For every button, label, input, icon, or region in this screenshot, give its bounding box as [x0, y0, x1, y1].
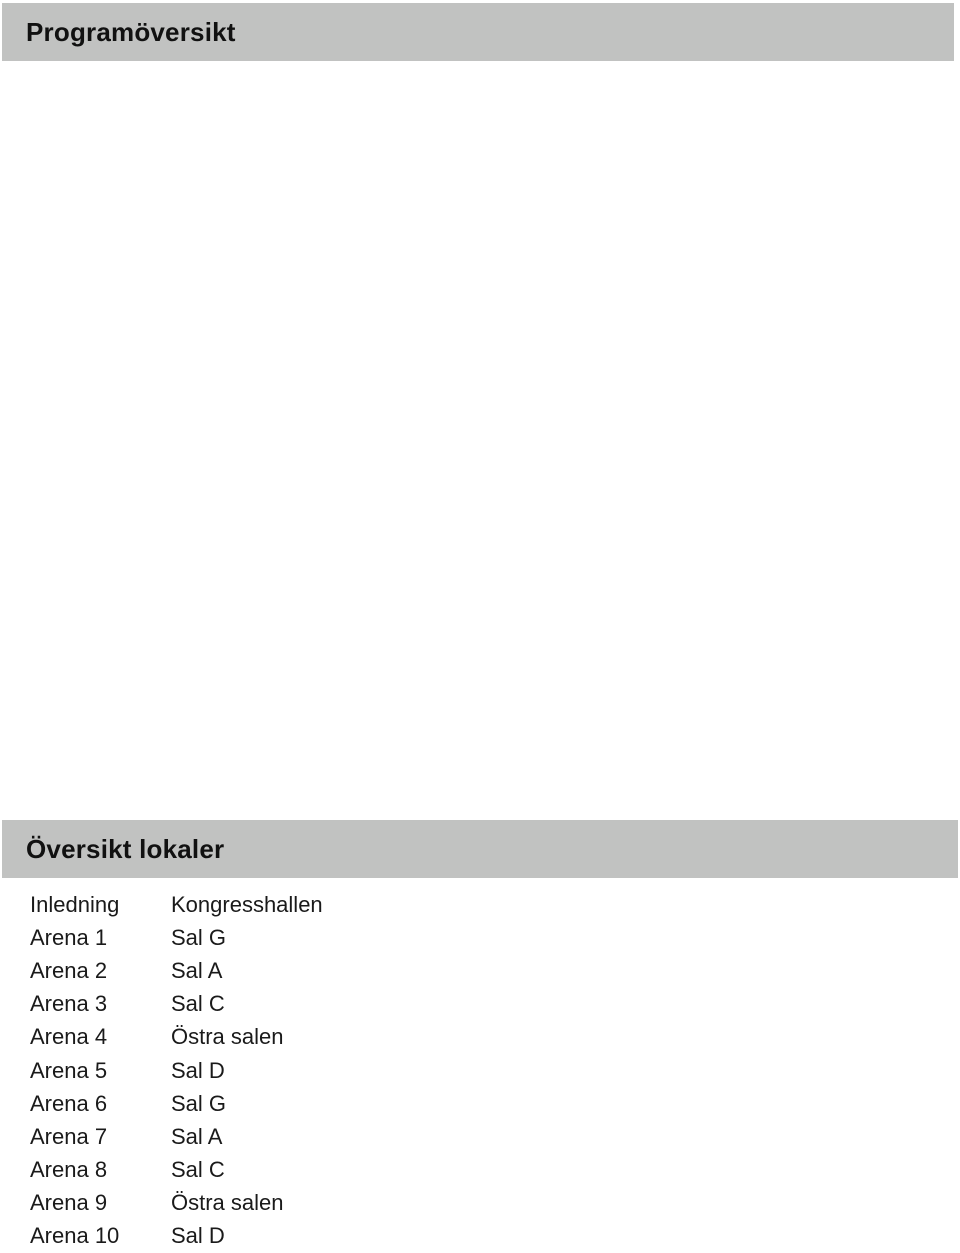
venue-arena-name: Arena 6: [30, 1090, 108, 1116]
venue-row: [30, 1087, 730, 1120]
venue-row: [30, 888, 730, 921]
venue-overview-header: [2, 820, 958, 878]
venue-arena-name: Inledning: [30, 891, 120, 917]
venue-arena-name: Arena 7: [30, 1123, 108, 1149]
venue-hall-name: Östra salen: [171, 1190, 284, 1216]
venue-row: [30, 921, 730, 954]
venue-row: [30, 1120, 730, 1153]
venue-row: [30, 1021, 730, 1054]
venue-arena-name: Arena 3: [30, 991, 108, 1017]
venue-row: [30, 1187, 730, 1220]
venue-hall-name: Östra salen: [171, 1024, 284, 1050]
venue-arena-name: Arena 8: [30, 1157, 108, 1183]
venue-hall-name: Sal D: [171, 1223, 225, 1249]
venue-hall-name: Sal G: [171, 924, 227, 950]
program-overview-header: [2, 3, 954, 61]
venue-hall-name: Sal G: [171, 1090, 227, 1116]
venue-hall-name: Sal C: [171, 1157, 225, 1183]
venue-arena-name: Arena 2: [30, 957, 108, 983]
venue-overview-title: Översikt lokaler: [26, 833, 225, 864]
venue-arena-name: Arena 9: [30, 1190, 108, 1216]
venue-row: [30, 954, 730, 987]
venue-row: [30, 1054, 730, 1087]
venue-row: [30, 1154, 730, 1187]
venue-hall-name: Kongresshallen: [171, 891, 323, 917]
venue-hall-name: Sal A: [171, 957, 223, 983]
venue-arena-name: Arena 4: [30, 1024, 108, 1050]
venue-hall-name: Sal D: [171, 1057, 225, 1083]
venue-row: [30, 1220, 730, 1253]
venue-hall-name: Sal A: [171, 1123, 223, 1149]
venue-list: [30, 888, 730, 1253]
venue-arena-name: Arena 10: [30, 1223, 120, 1249]
venue-arena-name: Arena 5: [30, 1057, 108, 1083]
venue-arena-name: Arena 1: [30, 924, 108, 950]
venue-row: [30, 988, 730, 1021]
program-overview-title: Programöversikt: [26, 16, 236, 47]
venue-hall-name: Sal C: [171, 991, 225, 1017]
